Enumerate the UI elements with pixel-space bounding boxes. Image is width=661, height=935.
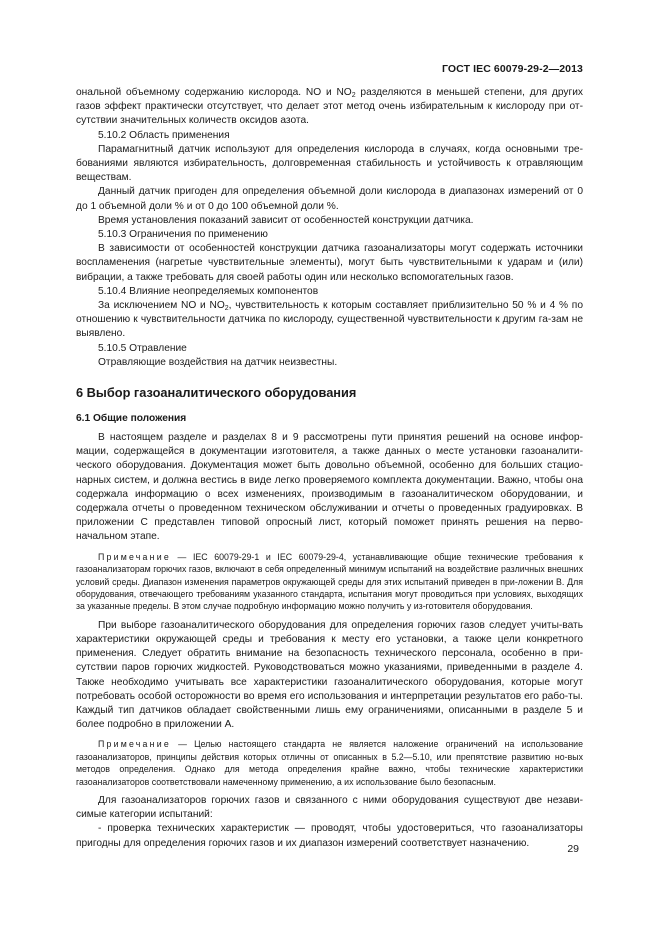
- text-run: ональной объемному содержанию кислорода. NO и NO: [76, 87, 352, 98]
- paragraph-test-categories: Для газоанализаторов горючих газов и связанного с ними оборудования существуют две незави-симые категории испытаний:: [76, 794, 583, 821]
- paragraph-range: Данный датчик пригоден для определения объемной доли кислорода в диапазонах измерений от 0 до 1 объемной доли % и от 0 до 100 объемной доли %.: [76, 186, 583, 212]
- note-text: — IEC 60079-29-1 и IEC 60079-29-4, устанавливающие общие технические требования к газоанализаторам горючих газов, включают в себя определенный минимум испытаний на воздействие различных внешних условий среды. Диапазон изменения параметров окружающей среды для этих испытаний приведен в при-ложении В. Для оборудования, отвечающего требованиям указанного стандарта, испытания могут проводиться при условиях, выходящих за указанные пределы. В этом случае подробную информацию можно получить у из-готовителя оборудования.: [76, 551, 583, 612]
- standard-header: ГОСТ IEC 60079-29-2—2013: [441, 63, 583, 75]
- subsection-5-10-2: 5.10.2 Область применения: [98, 129, 230, 141]
- note-text: — Целью настоящего стандарта не является наложение ограничений на использование газоанализаторов, принципы действия которых отличны от описанных в 5.2—5.10, или препятствие развитию но-вых методов определения. Однако для метода определения крайне важно, чтобы технические характеристики газоанализаторов соответствовали намеченному применению, а их использование было безопасным.: [76, 739, 583, 787]
- subsection-5-10-3: 5.10.3 Ограничения по применению: [98, 229, 268, 241]
- page-content: [76, 86, 583, 851]
- note-1: [76, 551, 583, 613]
- paragraph-interference: [76, 299, 583, 342]
- subsection-5-10-5: 5.10.5 Отравление: [98, 342, 187, 354]
- paragraph-response-time: Время установления показаний зависит от особенностей конструкции датчика.: [98, 214, 474, 226]
- text-run: , чувствительность к которым составляет приблизительно 50 % и 4 % по отношению к чувствительности датчика по кислороду, существенной чувствительности к другим га-зам не выявлено.: [76, 300, 583, 340]
- note-label: Примечание: [98, 739, 171, 750]
- subsection-6-1-heading: 6.1 Общие положения: [76, 413, 187, 425]
- section-6-heading: 6 Выбор газоаналитического оборудования: [76, 385, 357, 401]
- paragraph-limitations: В зависимости от особенностей конструкции датчика газоанализаторы могут содержать источники воспламенения (нагретые чувствительные элементы), могут быть чувствительными к ударам и (или) вибрации, а также требовать для своей работы один или несколько вспомогательных газов.: [76, 243, 583, 283]
- subsection-5-10-4: 5.10.4 Влияние неопределяемых компонентов: [98, 285, 319, 297]
- note-label: Примечание: [98, 551, 171, 562]
- paragraph-oxygen-selectivity: [76, 86, 583, 129]
- note-2: [76, 738, 583, 788]
- paragraph-selection: При выборе газоаналитического оборудования для определения горючих газов следует учиты-вать характеристики окружающей среды и требования к месту его установки, а также цели конкретного применения. Следует обратить внимание на безопасность технического персонала, особенно в при-сутствии паров горючих жидкостей. Руководствоваться можно указаниями, приведенными в разделе 4. Также необходимо учитывать все характеристики газоаналитического оборудования, которые могут потребовать особой осторожности во время его использования и интерпретации результатов его рабо-ты. Каждый тип датчиков обладает свойственными лишь ему ограничениями, описанными в разделе 5 и более подробно в приложении А.: [76, 619, 583, 731]
- text-run: разделяются в меньшей степени, для других газов эффект практически отсутствует, что делает этот метод очень избирательным к кислороду при от-сутствии значительных количеств оксидов азота.: [76, 87, 583, 127]
- page-number: 29: [567, 843, 579, 855]
- text-run: За исключением NO и NO: [98, 300, 225, 312]
- subscript: 2: [351, 92, 356, 99]
- subscript: 2: [224, 305, 229, 313]
- paragraph-application: Парамагнитный датчик используют для определения кислорода в случаях, когда основными тре-бованиями являются избирательность, долговременная стабильность и устойчивость к отравляющим веществам.: [76, 143, 583, 184]
- paragraph-general: В настоящем разделе и разделах 8 и 9 рассмотрены пути принятия решений на основе инфор-мации, содержащейся в документации изготовителя, а также данных о месте установки газоаналити-ческого оборудования. Документация может быть довольно объемной, особенно для больших стацио-нарных систем, и должна вестись в виде легко проверяемого комплекта документации. Важно, чтобы она содержала информацию о всех изменениях, производимым в газоаналитическом оборудовании, и содержала отчеты о проведенном техническом обслуживании и отчеты о проведенных градуировках. В приложении С представлен типовой опросный лист, который поможет принять решения на перво-начальном этапе.: [76, 432, 583, 543]
- paragraph-poisoning: Отравляющие воздействия на датчик неизвестны.: [98, 356, 338, 368]
- list-item-performance-check: - проверка технических характеристик — проводят, чтобы удостовериться, что газоанализаторы пригодны для определения горючих газов и их диапазон измерений соответствует назначению.: [76, 823, 583, 849]
